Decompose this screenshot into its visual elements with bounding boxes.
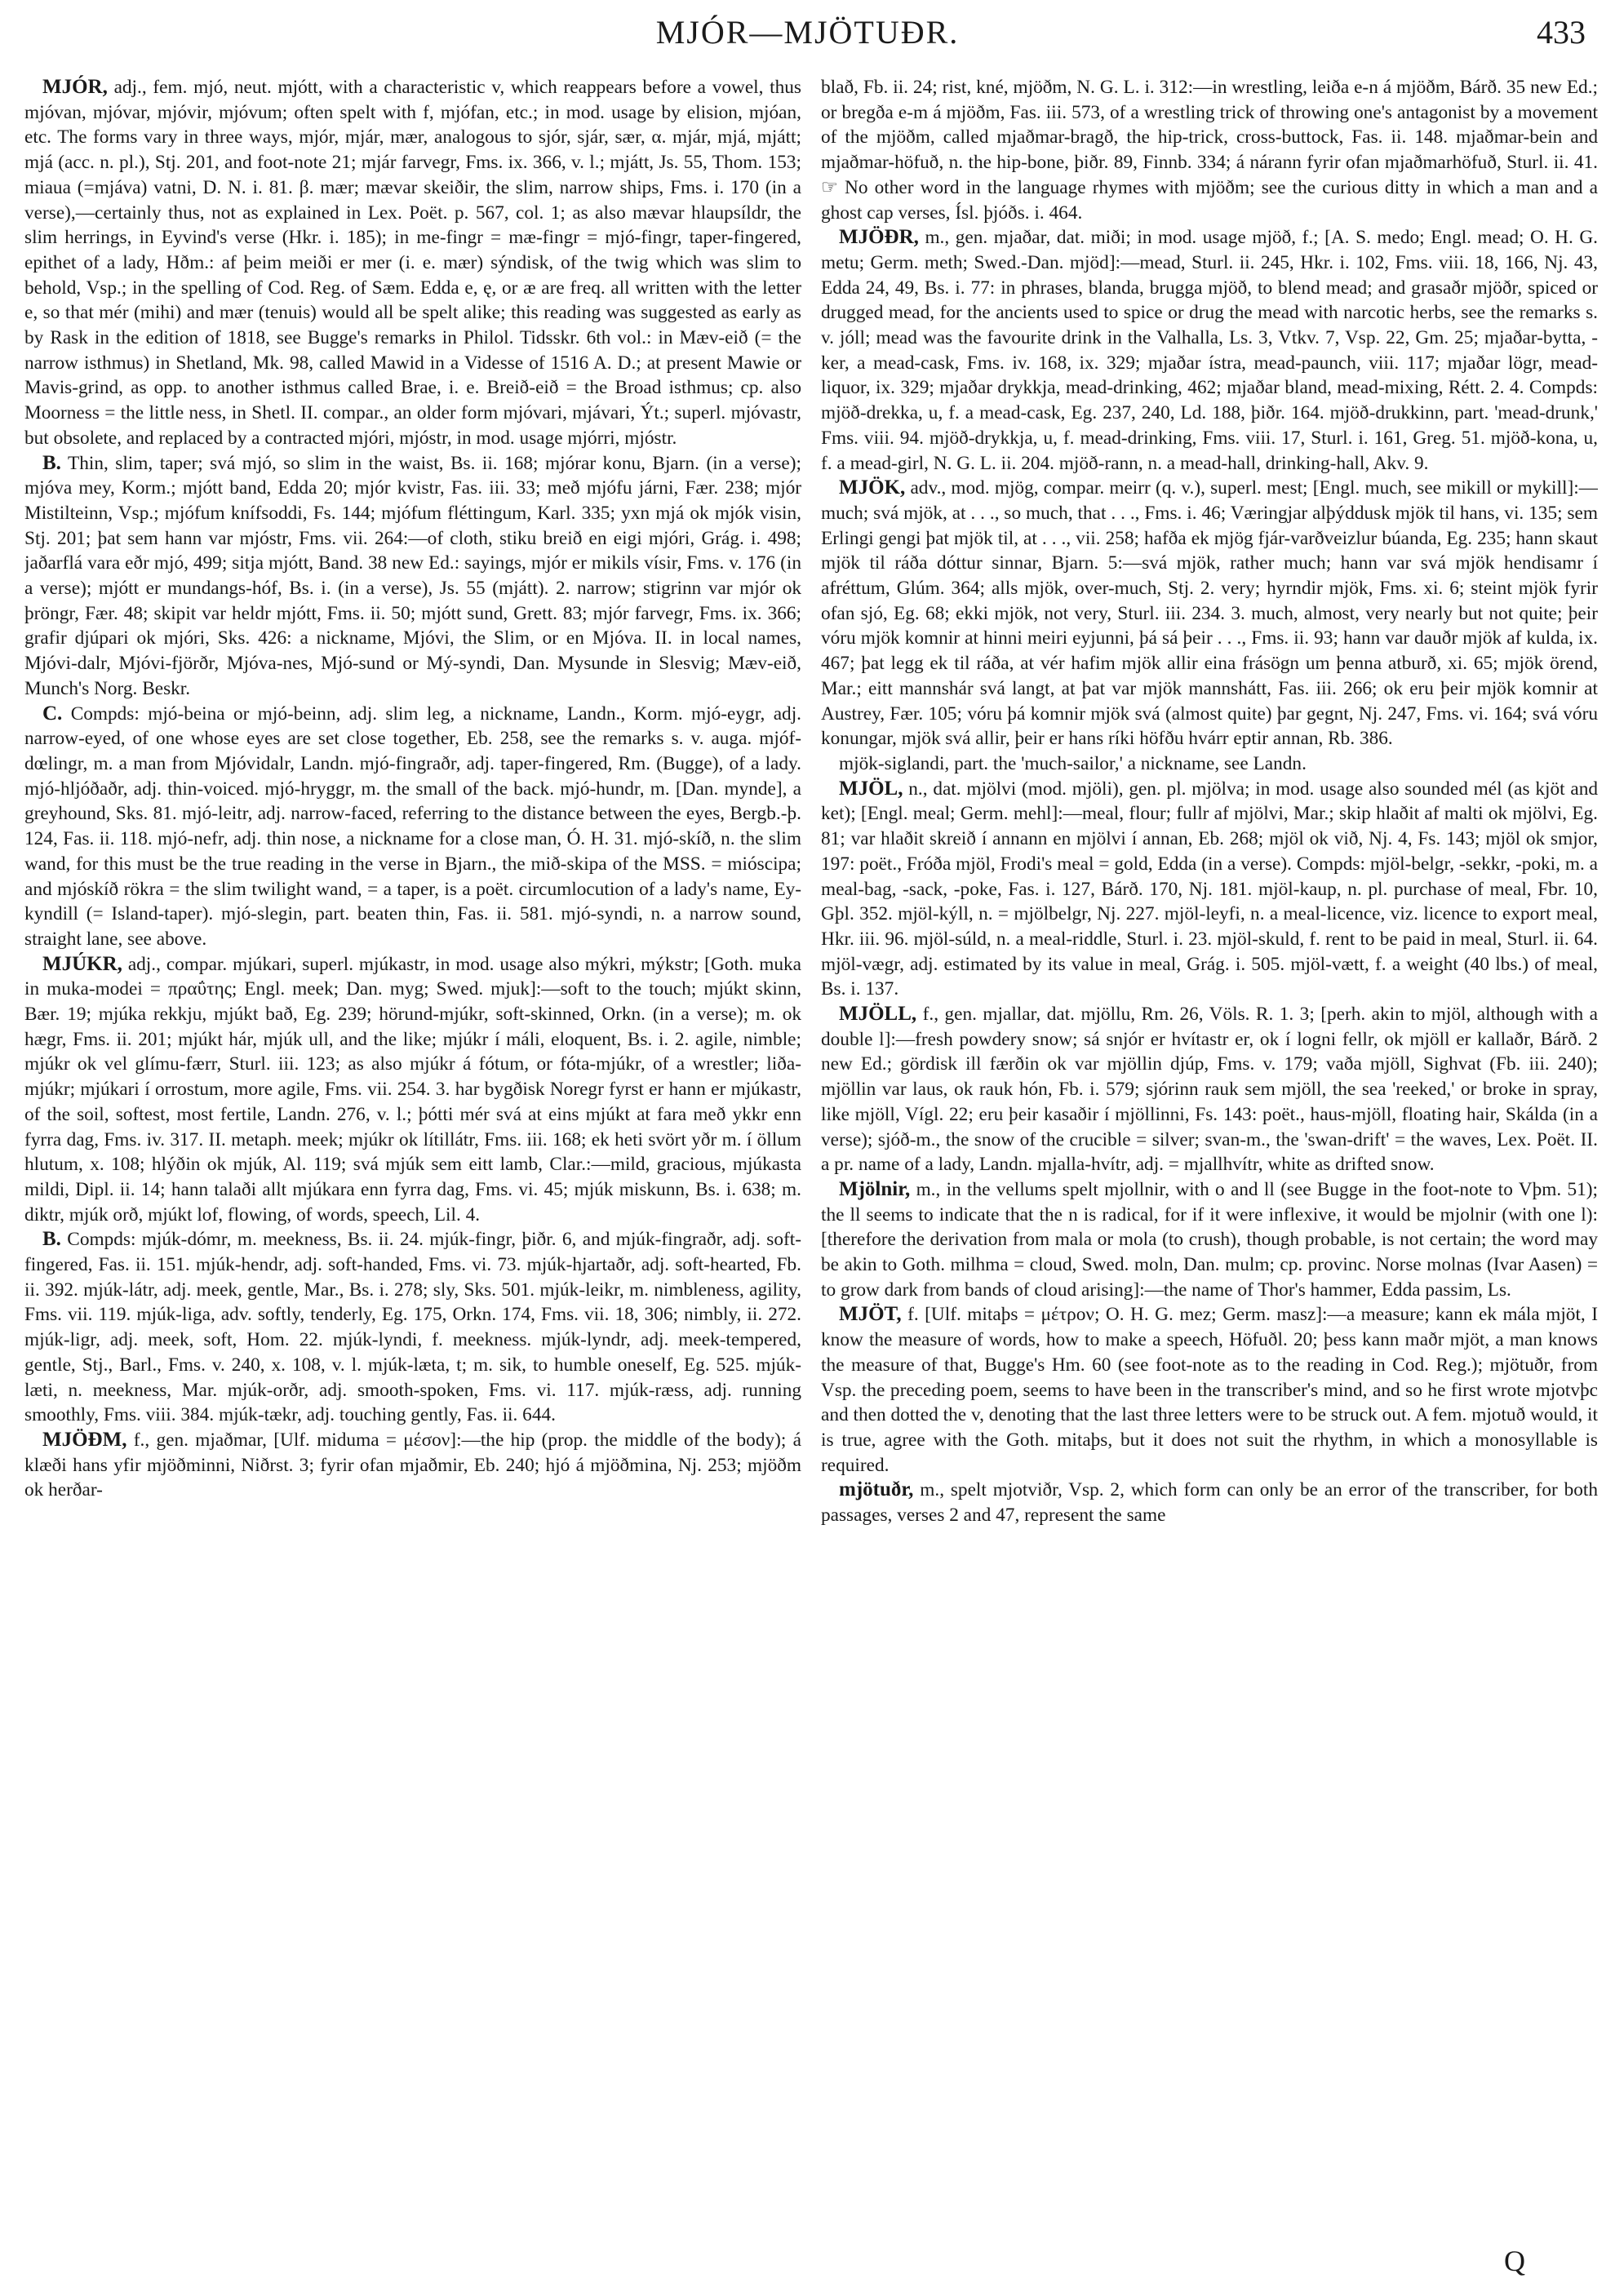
entry-headword: MJÖÐR, xyxy=(839,226,919,249)
entry-headword: mjötuðr, xyxy=(839,1478,914,1501)
entry-mjok-siglandi xyxy=(821,751,1598,777)
entry-text: adj., fem. mjó, neut. mjótt, with a characteristic v, which reappears before a vowel, thus mjóvan, mjóvar, mjóvir, mjóvum; often spelt with f, mjófan, etc.; in mod. usage by elision, mjóan, etc. The forms vary in three ways, mjór, mjár, mær, analogous to sjór, sjár, sær, α. mjár, mjá, mjátt; mjá (acc. n. pl.), Stj. 201, and foot-note 21; mjár farvegr, Fms. ix. 366, v. l.; mjátt, Js. 55, Thom. 153; miaua (=mjáva) vatni, D. N. i. 81. β. mær; mævar skeiðir, the slim, narrow ships, Fms. i. 170 (in a verse),—certainly thus, not as explained in Lex. Poët. p. 567, col. 1; as also mævar hlaupsíldr, the slim herrings, in Eyvind's verse (Hkr. i. 185); in me-fingr = mæ-fingr = mjó-fingr, taper-fingered, epithet of a lady, Hðm.: af þeim meiði er mer (i. e. mær) sýndisk, of the twig which was slim to behold, Vsp.; in the spelling of Cod. Reg. of Sæm. Edda e, ę, or æ are freq. all written with the letter e, so that mér (mihi) and mær (tenuis) would all be spelt alike; this reading was suggested as early as by Rask in the edition of 1818, see Bugge's remarks in Philol. Tidsskr. 6th vol.: in Mæv-eið (= the narrow isthmus) in Shetland, Mk. 98, called Mawid in a Videsse of 1516 A. D.; at present Mawie or Mavis-grind, as opp. to another isthmus called Brae, i. e. Breið-eið = the Broad isthmus; cp. also Moorness = the little ness, in Shetl. II. compar., an older form mjóvari, mjávari, Ýt.; superl. mjóvastr, but obsolete, and replaced by a contracted mjóri, mjóstr, in mod. usage mjórri, mjóstr. xyxy=(24,77,801,449)
entry-headword: MJÖLL, xyxy=(839,1003,917,1026)
page-header xyxy=(0,8,1615,57)
entry-text: blað, Fb. ii. 24; rist, kné, mjöðm, N. G. L. i. 312:—in wrestling, leiða e-n á mjöðm, Bárð. 35 new Ed.; or bregða e-m á mjöðm, Fas. iii. 573, of a wrestling trick of throwing one's antagonist by a movement of the mjöðm, called mjaðmar-bragð, the hip-trick, cross-buttock, Fas. ii. 148. mjaðmar-bein and mjaðmar-höfuð, n. the hip-bone, þiðr. 89, Finnb. 334; á nárann fyrir ofan mjaðmarhöfuð, Sturl. ii. 41. ☞ No other word in the language rhymes with mjöðm; see the curious ditty in which a man and a ghost cap verses, Ísl. þjóðs. i. 464. xyxy=(821,77,1598,224)
entry-text: adv., mod. mjög, compar. meirr (q. v.), superl. mest; [Engl. much, see mikill or mykill]:—much; svá mjök, at . . ., so much, that . . ., Fms. i. 46; Væringjar alþýddusk mjök til hans, vi. 135; sem Erlingi gengi þat mjök til, at . . ., vii. 258; hafða ek mjög fjár-varðveizlur búanda, Eg. 235; hann skaut mjök til ráða dóttur sinnar, Bjarn. 5:—svá mjök, rather much; hann var svá mjök hendisamr í afréttum, Glúm. 364; alls mjök, over-much, Stj. 2. very; hyrndir mjök, Fms. xi. 6; steint mjök fyrir ofan sjó, Eg. 68; ekki mjök, not very, Sturl. iii. 234. 3. much, almost, very nearly but not quite; þeir vóru mjök komnir at hinni meiri eyjunni, þá sá þeir . . ., Fms. ii. 93; hann var dauðr mjök af kulda, ix. 467; þat legg ek til ráða, at vér hafim mjök allir eina frásögn um þenna atburð, xi. 65; mjök örend, Mar.; eitt mannshár svá langt, at þat var mjök mannshátt, Fas. iii. 266; ok eru þeir mjök komnir at Austrey, Fær. 105; vóru þá komnir mjök svá (almost quite) þar gegnt, Nj. 247, Fms. vi. 164; svá vóru konungar, mjök svá allir, þeir er hans ríki höfðu hvárr eptir annan, Rb. 386. xyxy=(821,477,1598,750)
left-column xyxy=(24,75,801,2229)
entry-text: Compds: mjúk-dómr, m. meekness, Bs. ii. 24. mjúk-fingr, þiðr. 6, and mjúk-fingraðr, adj. soft-fingered, Fas. ii. 151. mjúk-hendr, adj. soft-handed, Fms. vi. 73. mjúk-hjartaðr, adj. soft-hearted, Fb. ii. 392. mjúk-látr, adj. meek, gentle, Mar., Bs. i. 278; sly, Sks. 501. mjúk-leikr, m. nimbleness, agility, Fms. vii. 119. mjúk-liga, adv. softly, tenderly, Eg. 175, Orkn. 174, Fms. vii. 18, 306; nimbly, ii. 272. mjúk-ligr, adj. meek, soft, Hom. 22. mjúk-lyndi, f. meekness. mjúk-lyndr, adj. meek-tempered, gentle, Stj., Barl., Fms. v. 240, x. 108, v. l. mjúk-læta, t; m. sik, to humble oneself, Eg. 525. mjúk-læti, n. meekness, Mar. mjúk-orðr, adj. smooth-spoken, Fms. vi. 117. mjúk-ræss, adj. running smoothly, Fms. viii. 384. mjúk-tækr, adj. touching gently, Fas. ii. 644. xyxy=(24,1229,801,1426)
entry-text: Thin, slim, taper; svá mjó, so slim in the waist, Bs. ii. 168; mjórar konu, Bjarn. (in a verse); mjóva mey, Korm.; mjótt band, Edda 20; mjór kvistr, Fas. iii. 33; með mjófu járni, Fær. 238; mjór Mistilteinn, Vsp.; mjófum knífsoddi, Fs. 144; mjófum fléttingum, Karl. 335; yxn mjá ok mjók visin, Stj. 201; þat sem hann var mjóstr, Fms. vii. 264:—of cloth, stiku breið en eigi mjóri, Grág. i. 498; jaðarflá vara eðr mjó, 499; sitja mjótt, Band. 38 new Ed.: sayings, mjór er mikils vísir, Fms. v. 176 (in a verse); mjótt er mundangs-hóf, Bs. i. (in a verse), Js. 55 (mjátt). 2. narrow; stigrinn var mjór ok þröngr, Fær. 48; skipit var heldr mjótt, Fms. ii. 50; mjótt sund, Grett. 83; mjór farvegr, Fms. ix. 366; grafir djúpari ok mjóri, Sks. 426: a nickname, Mjóvi, the Slim, or en Mjóva. II. in local names, Mjóvi-dalr, Mjóvi-fjörðr, Mjóva-nes, Mjó-sund or Mý-syndi, Dan. Mysunde in Slesvig; Mæv-eið, Munch's Norg. Beskr. xyxy=(24,452,801,699)
entry-mjor-b xyxy=(24,451,801,702)
entry-text: n., dat. mjölvi (mod. mjöli), gen. pl. mjölva; in mod. usage also sounded mél (as kjöt and ket); [Engl. meal; Germ. mehl]:—meal, flour; fullr af mjölvi, Mar.; skip hlaðit af malti ok mjölvi, Eg. 81; var hlaðit skreið í annann en mjölvi í annan, Eb. 268; mjöl ok við, Nj. 4, Fs. 143; mjöl ok smjor, 197: poët., Fróða mjöl, Frodi's meal = gold, Edda (in a verse). Compds: mjöl-belgr, -sekkr, -poki, m. a meal-bag, -sack, -poke, Fas. i. 127, Bárð. 170, Nj. 181. mjöl-kaup, n. pl. purchase of meal, Fbr. 10, Gþl. 352. mjöl-kýll, n. = mjölbelgr, Nj. 227. mjöl-leyfi, n. a meal-licence, viz. licence to export meal, Hkr. iii. 96. mjöl-súld, n. a meal-riddle, Sturl. i. 23. mjöl-skuld, f. rent to be paid in meal, Sturl. ii. 64. mjöl-vægr, adj. estimated by its value in meal, Grág. i. 505. mjöl-vætt, f. a weight (40 lbs.) of meal, Bs. i. 137. xyxy=(821,778,1598,1000)
page-number: 433 xyxy=(1537,14,1586,51)
entry-headword: MJÖT, xyxy=(839,1303,902,1326)
entry-mjot xyxy=(821,1302,1598,1478)
entry-mjoll xyxy=(821,1002,1598,1177)
entry-mjok xyxy=(821,476,1598,751)
entry-mjor-c xyxy=(24,702,801,952)
signature-mark: Q xyxy=(1504,2245,1525,2277)
entry-mjodm-cont xyxy=(821,75,1598,225)
entry-text: adj., compar. mjúkari, superl. mjúkastr, in mod. usage also mýkri, mýkstr; [Goth. muka in muka-modei = πραΰτης; Engl. meek; Dan. myg; Swed. mjuk]:—soft to the touch; mjúkt skinn, Bær. 19; mjúka rekkju, mjúkt bað, Eg. 239; hörund-mjúkr, soft-skinned, Orkn. (in a verse); m. ok hægr, Fms. ii. 201; mjúkt hár, mjúk ull, and the like; mjúkr í máli, eloquent, Bs. i. 2. agile, nimble; mjúkr ok vel glímu-færr, Sturl. iii. 123; as also mjúkr á fótum, or fóta-mjúkr, of a wrestler; liða-mjúkr; mjúkari í orrostum, more agile, Fms. vii. 254. 3. har bygðisk Noregr fyrst er hann er mjúkastr, of the soil, softest, most fertile, Landn. 276, v. l.; þótti mér svá at eins mjúkt at fara með ykkr enn fyrra dag, Fms. iv. 317. II. metaph. meek; mjúkr ok lítillátr, Fms. iii. 168; ek heti svört yðr m. í öllum hlutum, x. 108; hlýðin ok mjúk, Al. 119; svá mjúk sem eitt lamb, Clar.:—mild, gracious, mjúkasta mildi, Dipl. ii. 14; hann talaði allt mjúkara enn fyrra dag, Fms. vi. 45; mjúk miskunn, Bs. i. 638; m. diktr, mjúk orð, mjúkt lof, flowing, of words, speech, Lil. 4. xyxy=(24,953,801,1226)
entry-headword: B. xyxy=(42,451,61,474)
entry-headword: C. xyxy=(42,702,63,725)
entry-text: m., gen. mjaðar, dat. miði; in mod. usage mjöð, f.; [A. S. medo; Engl. mead; O. H. G. metu; Germ. meth; Swed.-Dan. mjöd]:—mead, Sturl. ii. 245, Hkr. i. 102, Fms. viii. 18, 166, Nj. 43, Edda 24, 49, Bs. i. 77: in phrases, blanda, brugga mjöð, to blend mead; and grasaðr mjöðr, spiced or drugged mead, for the ancients used to spice or drug the mead with narcotic herbs, see the remarks s. v. jóll; mead was the favourite drink in the Valhalla, Ls. 3, Vtkv. 7, Vsp. 22, Gm. 25; mjaðar-bytta, -ker, a mead-cask, Fms. iv. 168, ix. 329; mjaðar ístra, mead-paunch, viii. 117; mjaðar lögr, mead-liquor, ix. 329; mjaðar drykkja, mead-drinking, 462; mjaðar bland, mead-mixing, Rétt. 2. 4. Compds: mjöð-drekka, u, f. a mead-cask, Eg. 237, 240, Ld. 188, þiðr. 164. mjöð-drukkinn, part. 'mead-drunk,' Fms. viii. 94. mjöð-drykkja, u, f. mead-drinking, Fms. viii. 17, Sturl. i. 161, Greg. 51. mjöð-kona, u, f. a mead-girl, N. G. L. ii. 204. mjöð-rann, n. a mead-hall, drinking-hall, Akv. 9. xyxy=(821,227,1598,474)
entry-text: f., gen. mjallar, dat. mjöllu, Rm. 26, Völs. R. 1. 3; [perh. akin to mjöl, although with a double l]:—fresh powdery snow; sá snjór er hvítastr er, ok í logni fellr, ok mjöll er kallaðr, Bárð. 2 new Ed.; gördisk ill færðin ok var mjöllin djúp, Fms. v. 179; vaða mjöll, Sighvat (Fb. iii. 240); mjöllin var laus, ok rauk hón, Fb. i. 579; sjórinn rauk sem mjöll, the sea 'reeked,' or broke in spray, like mjöll, Vígl. 22; eru þeir kasaðir í mjöllinni, Fs. 143: poët., haus-mjöll, floating hair, Skálda (in a verse); sjóð-m., the snow of the crucible = silver; svan-m., the 'swan-drift' = the waves, Lex. Poët. II. a pr. name of a lady, Landn. mjalla-hvítr, adj. = mjallhvítr, white as drifted snow. xyxy=(821,1004,1598,1176)
entry-text: f. [Ulf. mitaþs = μέτρον; O. H. G. mez; Germ. masz]:—a measure; kann ek mála mjöt, I know the measure of words, how to make a speech, Höfuðl. 20; þess kann maðr mjöt, a man knows the measure of that, Bugge's Hm. 60 (see foot-note as to the reading in Cod. Reg.); mjötuðr, from Vsp. the preceding poem, seems to have been in the transcriber's mind, and so he first wrote mjotvþc and then dotted the v, denoting that the last three letters were to be struck out. A fem. mjotuð would, it is true, agree with the Goth. mitaþs, but it does not suit the rhythm, in which a monosyllable is required. xyxy=(821,1304,1598,1476)
entry-headword: Mjölnir, xyxy=(839,1177,911,1200)
entry-mjol xyxy=(821,777,1598,1002)
entry-text: m., spelt mjotviðr, Vsp. 2, which form can only be an error of the transcriber, for both passages, verses 2 and 47, represent the same xyxy=(821,1479,1598,1527)
entry-mjukr xyxy=(24,952,801,1228)
entry-mjukr-b xyxy=(24,1227,801,1428)
entry-mjotudr xyxy=(821,1478,1598,1527)
entry-mjodr xyxy=(821,225,1598,476)
entry-mjor xyxy=(24,75,801,451)
entry-mjodm xyxy=(24,1428,801,1503)
entry-headword: MJÖK, xyxy=(839,476,906,499)
entry-text: mjök-siglandi, part. the 'much-sailor,' a nickname, see Landn. xyxy=(839,752,1307,774)
entry-headword: MJÖL, xyxy=(839,777,903,800)
entry-headword: MJÖÐM, xyxy=(42,1428,127,1451)
entry-mjolnir xyxy=(821,1177,1598,1303)
entry-headword: MJÓR, xyxy=(42,76,108,98)
entry-headword: B. xyxy=(42,1228,61,1251)
right-column xyxy=(821,75,1598,2229)
entry-text: f., gen. mjaðmar, [Ulf. miduma = μέσον]:—the hip (prop. the middle of the body); á klæði hans yfir mjöðminni, Niðrst. 3; fyrir ofan mjaðmir, Eb. 240; hjó á mjöðmina, Nj. 253; mjöðm ok herðar- xyxy=(24,1429,801,1501)
running-head: MJÓR—MJÖTUÐR. xyxy=(655,14,960,51)
entry-headword: MJÚKR, xyxy=(42,952,122,975)
entry-text: m., in the vellums spelt mjollnir, with o and ll (see Bugge in the foot-note to Vþm. 51); the ll seems to indicate that the n is radical, for if it were inflexive, it would be mjolnir (with one l): [therefore the derivation from mala or mola (to crush), though probable, is not certain; the word may be akin to Goth. milhma = cloud, Swed. moln, Dan. mulm; cp. provinc. Norse molnas (Ivar Aasen) = to grow dark from bands of cloud arising]:—the name of Thor's hammer, Edda passim, Ls. xyxy=(821,1178,1598,1301)
entry-text: Compds: mjó-beina or mjó-beinn, adj. slim leg, a nickname, Landn., Korm. mjó-eygr, adj. narrow-eyed, of one whose eyes are set close together, Eb. 258, see the remarks s. v. auga. mjóf-dœlingr, m. a man from Mjóvidalr, Landn. mjó-fingraðr, adj. taper-fingered, Rm. (Bugge), of a lady. mjó-hljóðaðr, adj. thin-voiced. mjó-hryggr, m. the small of the back. mjó-hundr, m. [Dan. mynde], a greyhound, Sks. 81. mjó-leitr, adj. narrow-faced, referring to the distance between the eyes, Bergb.-þ. 124, Fas. ii. 118. mjó-nefr, adj. thin nose, a nickname for a close man, Ó. H. 31. mjó-skíð, n. the slim wand, for this must be the true reading in the verse in Bjarn., the mið-skipa of the MSS. = mióscipa; and mjóskíð rökra = the slim twilight wand, = a taper, is a poët. circumlocution of a lady's name, Ey-kyndill (= Island-taper). mjó-slegin, part. beaten thin, Fas. ii. 581. mjó-syndi, n. a narrow sound, straight lane, see above. xyxy=(24,703,801,950)
